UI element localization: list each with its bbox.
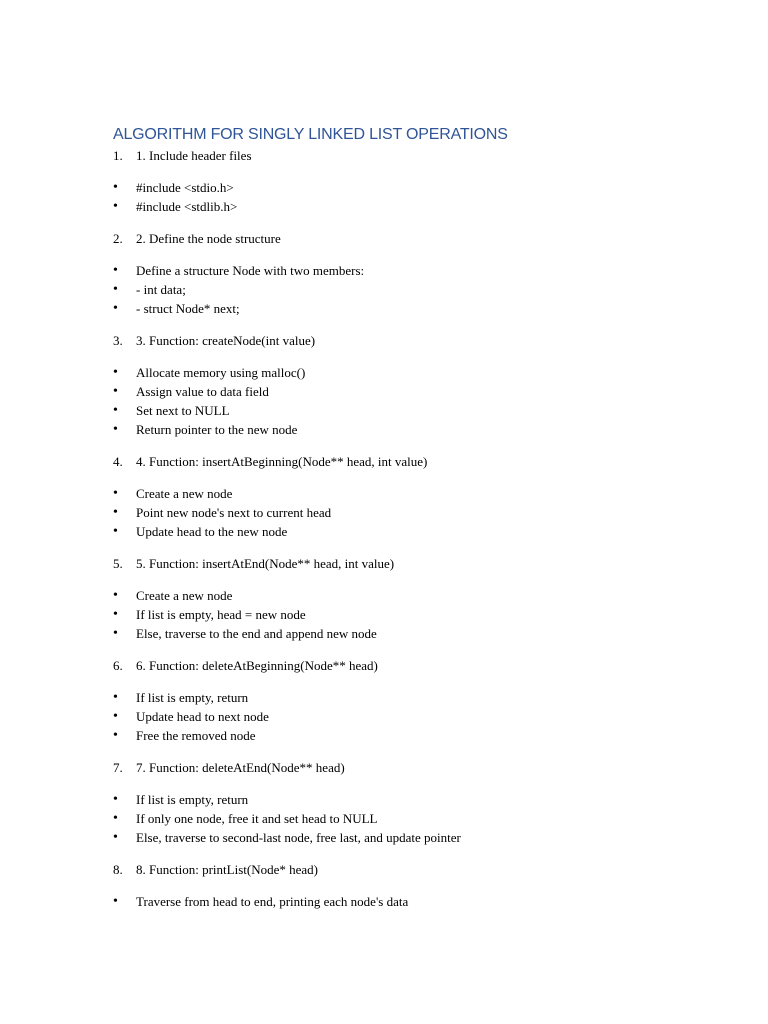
bullet-icon: •	[113, 505, 118, 520]
list-item-text: If list is empty, return	[136, 792, 249, 807]
list-item	[113, 299, 713, 318]
step-number: 3.	[113, 333, 123, 348]
list-item-text: If only one node, free it and set head to NULL	[136, 811, 378, 826]
bullet-list	[113, 586, 713, 643]
list-item	[113, 790, 713, 809]
list-item-text: - struct Node* next;	[136, 301, 240, 316]
bullet-icon: •	[113, 709, 118, 724]
list-item	[113, 280, 713, 299]
bullet-icon: •	[113, 792, 118, 807]
step-heading-text: 8. Function: printList(Node* head)	[136, 862, 318, 877]
list-item	[113, 828, 713, 847]
bullet-icon: •	[113, 690, 118, 705]
spacer	[113, 573, 713, 586]
bullet-icon: •	[113, 830, 118, 845]
spacer	[113, 216, 713, 229]
list-item-text: Allocate memory using malloc()	[136, 365, 306, 380]
list-item-text: If list is empty, head = new node	[136, 607, 306, 622]
step-heading	[113, 331, 713, 350]
step-number: 1.	[113, 148, 123, 163]
spacer	[113, 675, 713, 688]
bullet-icon: •	[113, 588, 118, 603]
list-item-text: Else, traverse to second-last node, free last, and update pointer	[136, 830, 461, 845]
list-item	[113, 522, 713, 541]
list-item	[113, 605, 713, 624]
bullet-icon: •	[113, 365, 118, 380]
list-item-text: Set next to NULL	[136, 403, 230, 418]
list-item-text: Else, traverse to the end and append new node	[136, 626, 377, 641]
step-heading-text: 4. Function: insertAtBeginning(Node** head, int value)	[136, 454, 428, 469]
list-item-text: - int data;	[136, 282, 186, 297]
spacer	[113, 879, 713, 892]
bullet-icon: •	[113, 422, 118, 437]
bullet-icon: •	[113, 199, 118, 214]
list-item	[113, 892, 713, 911]
list-item-text: Free the removed node	[136, 728, 256, 743]
step-heading-text: 3. Function: createNode(int value)	[136, 333, 316, 348]
bullet-icon: •	[113, 607, 118, 622]
list-item-text: Traverse from head to end, printing each node's data	[136, 894, 409, 909]
spacer	[113, 471, 713, 484]
bullet-icon: •	[113, 728, 118, 743]
step-heading-text: 5. Function: insertAtEnd(Node** head, int value)	[136, 556, 395, 571]
step-heading	[113, 656, 713, 675]
bullet-icon: •	[113, 403, 118, 418]
bullet-list	[113, 484, 713, 541]
list-item	[113, 809, 713, 828]
list-item	[113, 178, 713, 197]
bullet-icon: •	[113, 486, 118, 501]
list-item	[113, 420, 713, 439]
list-item	[113, 484, 713, 503]
spacer	[113, 350, 713, 363]
sections-container	[113, 146, 713, 911]
list-item	[113, 363, 713, 382]
list-item	[113, 707, 713, 726]
step-number: 8.	[113, 862, 123, 877]
bullet-icon: •	[113, 301, 118, 316]
list-item	[113, 726, 713, 745]
list-item-text: #include <stdio.h>	[136, 180, 234, 195]
step-number: 5.	[113, 556, 123, 571]
list-item-text: Update head to next node	[136, 709, 269, 724]
step-heading	[113, 758, 713, 777]
step-heading-text: 6. Function: deleteAtBeginning(Node** head)	[136, 658, 378, 673]
step-heading-text: 2. Define the node structure	[136, 231, 281, 246]
list-item-text: If list is empty, return	[136, 690, 249, 705]
bullet-list	[113, 688, 713, 745]
bullet-icon: •	[113, 384, 118, 399]
spacer	[113, 165, 713, 178]
list-item	[113, 382, 713, 401]
document-title: ALGORITHM FOR SINGLY LINKED LIST OPERATIONS	[113, 126, 508, 143]
list-item	[113, 688, 713, 707]
list-item	[113, 503, 713, 522]
step-number: 2.	[113, 231, 123, 246]
list-item-text: Update head to the new node	[136, 524, 288, 539]
step-number: 7.	[113, 760, 123, 775]
bullet-list	[113, 892, 713, 911]
list-item	[113, 261, 713, 280]
step-heading	[113, 554, 713, 573]
list-item-text: Point new node's next to current head	[136, 505, 332, 520]
step-heading	[113, 146, 713, 165]
step-heading	[113, 860, 713, 879]
step-heading	[113, 229, 713, 248]
spacer	[113, 847, 713, 860]
bullet-icon: •	[113, 524, 118, 539]
list-item	[113, 401, 713, 420]
spacer	[113, 643, 713, 656]
list-item-text: Return pointer to the new node	[136, 422, 298, 437]
spacer	[113, 318, 713, 331]
spacer	[113, 248, 713, 261]
bullet-icon: •	[113, 626, 118, 641]
bullet-list	[113, 363, 713, 439]
step-number: 6.	[113, 658, 123, 673]
document-body	[113, 124, 713, 911]
spacer	[113, 439, 713, 452]
list-item	[113, 624, 713, 643]
bullet-icon: •	[113, 811, 118, 826]
spacer	[113, 745, 713, 758]
bullet-list	[113, 261, 713, 318]
step-heading-text: 7. Function: deleteAtEnd(Node** head)	[136, 760, 345, 775]
bullet-icon: •	[113, 263, 118, 278]
bullet-icon: •	[113, 282, 118, 297]
list-item-text: Create a new node	[136, 588, 233, 603]
list-item-text: Define a structure Node with two members:	[136, 263, 365, 278]
step-heading	[113, 452, 713, 471]
list-item-text: Create a new node	[136, 486, 233, 501]
list-item	[113, 586, 713, 605]
list-item	[113, 197, 713, 216]
list-item-text: Assign value to data field	[136, 384, 269, 399]
spacer	[113, 541, 713, 554]
bullet-list	[113, 790, 713, 847]
bullet-icon: •	[113, 180, 118, 195]
bullet-list	[113, 178, 713, 216]
step-number: 4.	[113, 454, 123, 469]
bullet-icon: •	[113, 894, 118, 909]
spacer	[113, 777, 713, 790]
list-item-text: #include <stdlib.h>	[136, 199, 238, 214]
step-heading-text: 1. Include header files	[136, 148, 252, 163]
